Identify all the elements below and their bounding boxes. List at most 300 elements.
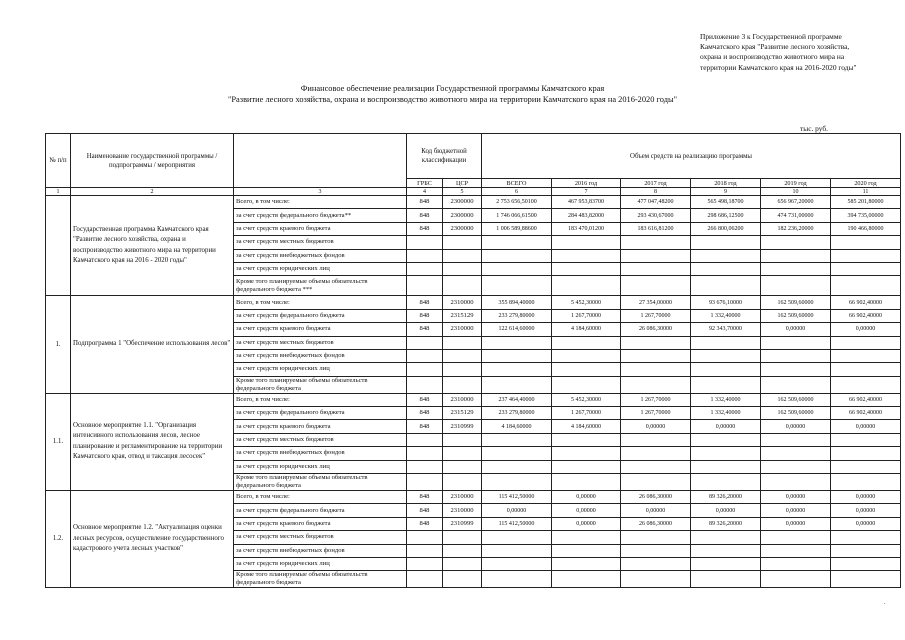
amount-cell: 26 086,30000 — [621, 491, 691, 504]
amount-cell — [691, 531, 761, 544]
amount-cell — [621, 349, 691, 362]
amount-cell — [831, 433, 901, 446]
amount-cell — [621, 447, 691, 460]
amount-cell: 92 343,70000 — [691, 323, 761, 336]
funding-source: за счет средств федерального бюджета — [234, 407, 407, 420]
amount-cell — [761, 262, 831, 275]
amount-cell: 0,00000 — [831, 323, 901, 336]
header-2018: 2018 год — [691, 179, 761, 188]
amount-cell — [761, 460, 831, 473]
amount-cell — [552, 557, 621, 570]
amount-cell: 233 279,80000 — [482, 407, 552, 420]
amount-cell — [552, 236, 621, 249]
amount-cell — [621, 276, 691, 296]
amount-cell — [831, 447, 901, 460]
amount-cell: 0,00000 — [831, 491, 901, 504]
column-number: 3 — [234, 188, 407, 196]
header-num: № п/п — [46, 134, 71, 188]
section-name: Подпрограмма 1 "Обеспечение использования лесов" — [71, 296, 234, 393]
funding-source: за счет средств краевого бюджета — [234, 420, 407, 433]
amount-cell — [621, 544, 691, 557]
csr-code: 2310000 — [443, 296, 482, 309]
amount-cell: 467 953,83700 — [552, 196, 621, 209]
funding-source: за счет средств юридических лиц — [234, 460, 407, 473]
amount-cell — [482, 474, 552, 491]
amount-cell — [761, 474, 831, 491]
csr-code — [443, 376, 482, 393]
csr-code: 2300000 — [443, 196, 482, 209]
funding-source: за счет средств юридических лиц — [234, 557, 407, 570]
funding-source: Кроме того планируемые объемы обязательств федерального бюджета — [234, 376, 407, 393]
grbs-code: 848 — [407, 491, 443, 504]
amount-cell: 89 326,20000 — [691, 517, 761, 530]
amount-cell — [831, 474, 901, 491]
csr-code — [443, 447, 482, 460]
grbs-code — [407, 571, 443, 588]
grbs-code: 848 — [407, 196, 443, 209]
amount-cell — [482, 447, 552, 460]
amount-cell — [482, 262, 552, 275]
amount-cell: 0,00000 — [552, 504, 621, 517]
amount-cell: 190 466,80000 — [831, 222, 901, 235]
amount-cell — [761, 376, 831, 393]
appendix-line: Приложение 3 к Государственной программе — [700, 32, 842, 41]
csr-code — [443, 236, 482, 249]
csr-code — [443, 531, 482, 544]
appendix-line: охрана и воспроизводство животного мира на — [700, 52, 845, 62]
grbs-code: 848 — [407, 296, 443, 309]
funding-source: за счет средств федерального бюджета — [234, 504, 407, 517]
csr-code — [443, 262, 482, 275]
amount-cell — [621, 571, 691, 588]
amount-cell — [761, 571, 831, 588]
amount-cell — [691, 249, 761, 262]
amount-cell: 1 746 066,61500 — [482, 209, 552, 222]
amount-cell: 162 509,60000 — [761, 407, 831, 420]
amount-cell — [552, 336, 621, 349]
amount-cell: 1 332,40000 — [691, 407, 761, 420]
grbs-code: 848 — [407, 517, 443, 530]
amount-cell — [552, 474, 621, 491]
amount-cell — [691, 376, 761, 393]
funding-source: за счет средств федерального бюджета — [234, 309, 407, 322]
header-name: Наименование государственной программы / подпрограммы / мероприятия — [71, 134, 234, 188]
amount-cell: 182 236,20000 — [761, 222, 831, 235]
table-row — [46, 393, 901, 406]
grbs-code — [407, 276, 443, 296]
amount-cell — [552, 433, 621, 446]
amount-cell: 89 326,20000 — [691, 491, 761, 504]
funding-source: за счет средств юридических лиц — [234, 363, 407, 376]
csr-code — [443, 460, 482, 473]
header-total: ВСЕГО — [482, 179, 552, 188]
amount-cell — [831, 557, 901, 570]
amount-cell — [761, 236, 831, 249]
appendix-note — [700, 32, 900, 73]
grbs-code: 848 — [407, 323, 443, 336]
funding-source: Всего, в том числе: — [234, 491, 407, 504]
funding-source: за счет средств местных бюджетов — [234, 336, 407, 349]
grbs-code: 848 — [407, 222, 443, 235]
header-2016: 2016 год — [552, 179, 621, 188]
csr-code: 2310000 — [443, 491, 482, 504]
amount-cell: 26 086,30000 — [621, 323, 691, 336]
amount-cell — [552, 571, 621, 588]
amount-cell: 298 686,12500 — [691, 209, 761, 222]
amount-cell — [691, 433, 761, 446]
amount-cell — [761, 249, 831, 262]
amount-cell: 5 452,30000 — [552, 393, 621, 406]
amount-cell: 162 509,60000 — [761, 393, 831, 406]
csr-code — [443, 249, 482, 262]
amount-cell: 1 267,70000 — [621, 309, 691, 322]
grbs-code — [407, 544, 443, 557]
csr-code — [443, 571, 482, 588]
amount-cell: 477 047,48200 — [621, 196, 691, 209]
amount-cell: 293 430,67000 — [621, 209, 691, 222]
amount-cell: 0,00000 — [831, 517, 901, 530]
amount-cell: 93 676,10000 — [691, 296, 761, 309]
amount-cell: 0,00000 — [761, 517, 831, 530]
amount-cell: 1 267,70000 — [621, 407, 691, 420]
amount-cell — [621, 433, 691, 446]
amount-cell — [761, 557, 831, 570]
amount-cell: 284 483,82000 — [552, 209, 621, 222]
section-name: Основное мероприятие 1.1. "Организация интенсивного использования лесов, лесное планирование и регламентирование на территории Камчатского края, отвод и таксация лесосек" — [71, 393, 234, 490]
amount-cell — [761, 433, 831, 446]
amount-cell: 1 267,70000 — [621, 393, 691, 406]
amount-cell — [761, 349, 831, 362]
csr-code: 2315129 — [443, 309, 482, 322]
amount-cell — [831, 571, 901, 588]
amount-cell: 5 452,30000 — [552, 296, 621, 309]
section-name: Основное мероприятие 1.2. "Актуализация оценки лесных ресурсов, осуществление государственного кадастрового учета лесных участков" — [71, 491, 234, 588]
amount-cell — [552, 447, 621, 460]
amount-cell — [761, 276, 831, 296]
funding-source: Кроме того планируемые объемы обязательств федерального бюджета — [234, 474, 407, 491]
amount-cell — [482, 571, 552, 588]
amount-cell: 183 616,81200 — [621, 222, 691, 235]
amount-cell — [691, 557, 761, 570]
grbs-code — [407, 447, 443, 460]
funding-source: за счет средств юридических лиц — [234, 262, 407, 275]
csr-code — [443, 336, 482, 349]
amount-cell — [691, 460, 761, 473]
amount-cell — [691, 447, 761, 460]
amount-cell — [482, 460, 552, 473]
amount-cell: 0,00000 — [621, 504, 691, 517]
section-name: Государственная программа Камчатского края "Развитие лесного хозяйства, охрана и воспроизводство животного мира на территории Камчатского края на 2016 - 2020 годы" — [71, 196, 234, 296]
amount-cell: 1 267,70000 — [552, 309, 621, 322]
amount-cell: 162 509,60000 — [761, 296, 831, 309]
amount-cell: 1 006 589,88600 — [482, 222, 552, 235]
page-mark: . — [884, 600, 886, 606]
funding-source: за счет средств внебюджетных фондов — [234, 447, 407, 460]
amount-cell — [552, 262, 621, 275]
amount-cell: 0,00000 — [761, 504, 831, 517]
amount-cell — [691, 544, 761, 557]
amount-cell: 0,00000 — [691, 504, 761, 517]
amount-cell — [831, 363, 901, 376]
funding-source: за счет средств местных бюджетов — [234, 236, 407, 249]
amount-cell: 0,00000 — [482, 504, 552, 517]
amount-cell — [552, 363, 621, 376]
amount-cell — [552, 349, 621, 362]
amount-cell: 474 731,00000 — [761, 209, 831, 222]
header-code: Код бюджетной классификации — [407, 134, 482, 179]
header-csr: ЦСР — [443, 179, 482, 188]
grbs-code — [407, 376, 443, 393]
amount-cell: 0,00000 — [831, 420, 901, 433]
csr-code — [443, 363, 482, 376]
column-number: 2 — [71, 188, 234, 196]
amount-cell: 0,00000 — [691, 420, 761, 433]
grbs-code — [407, 433, 443, 446]
amount-cell — [482, 433, 552, 446]
title-line: Финансовое обеспечение реализации Государственной программы Камчатского края — [300, 84, 605, 93]
amount-cell — [482, 336, 552, 349]
table-row — [46, 196, 901, 209]
csr-code: 2315129 — [443, 407, 482, 420]
amount-cell — [831, 276, 901, 296]
grbs-code — [407, 349, 443, 362]
amount-cell: 26 086,30000 — [621, 517, 691, 530]
amount-cell — [831, 336, 901, 349]
amount-cell — [761, 531, 831, 544]
amount-cell — [482, 376, 552, 393]
header-2020: 2020 год — [831, 179, 901, 188]
grbs-code: 848 — [407, 209, 443, 222]
amount-cell — [621, 474, 691, 491]
appendix-line: Камчатского края "Развитие лесного хозяйства, — [700, 42, 850, 52]
amount-cell — [482, 544, 552, 557]
amount-cell: 0,00000 — [621, 420, 691, 433]
amount-cell — [621, 460, 691, 473]
amount-cell: 122 614,60000 — [482, 323, 552, 336]
column-number: 8 — [621, 188, 691, 196]
funding-source: за счет средств краевого бюджета — [234, 222, 407, 235]
amount-cell — [552, 544, 621, 557]
funding-source: Кроме того планируемые объемы обязательств федерального бюджета — [234, 571, 407, 588]
amount-cell — [621, 531, 691, 544]
amount-cell: 4 184,60000 — [482, 420, 552, 433]
column-numbers-row — [46, 188, 901, 196]
section-number — [46, 196, 71, 296]
funding-source: Кроме того планируемые объемы обязательств федерального бюджета *** — [234, 276, 407, 296]
amount-cell: 4 184,60000 — [552, 323, 621, 336]
header-grbs: ГРБС — [407, 179, 443, 188]
amount-cell — [482, 531, 552, 544]
csr-code: 2300000 — [443, 209, 482, 222]
amount-cell — [831, 236, 901, 249]
amount-cell — [831, 376, 901, 393]
amount-cell: 183 470,01200 — [552, 222, 621, 235]
amount-cell — [621, 336, 691, 349]
csr-code: 2300000 — [443, 222, 482, 235]
amount-cell — [831, 262, 901, 275]
csr-code — [443, 557, 482, 570]
column-number: 11 — [831, 188, 901, 196]
amount-cell — [482, 236, 552, 249]
amount-cell: 1 267,70000 — [552, 407, 621, 420]
amount-cell: 394 735,00000 — [831, 209, 901, 222]
amount-cell — [621, 262, 691, 275]
funding-source: за счет средств внебюджетных фондов — [234, 249, 407, 262]
amount-cell — [761, 336, 831, 349]
amount-cell — [621, 249, 691, 262]
amount-cell: 66 902,40000 — [831, 393, 901, 406]
appendix-line: территории Камчатского края на 2016-2020 годы" — [700, 62, 857, 72]
grbs-code — [407, 236, 443, 249]
amount-cell — [691, 363, 761, 376]
section-number: 1.2. — [46, 491, 71, 588]
csr-code — [443, 544, 482, 557]
funding-source: за счет средств краевого бюджета — [234, 517, 407, 530]
amount-cell — [761, 544, 831, 557]
csr-code: 2310999 — [443, 420, 482, 433]
section-number: 1.1. — [46, 393, 71, 490]
amount-cell: 4 184,60000 — [552, 420, 621, 433]
amount-cell — [482, 557, 552, 570]
amount-cell: 585 201,80000 — [831, 196, 901, 209]
title-line: "Развитие лесного хозяйства, охрана и воспроизводство животного мира на территории Камчатского края на 2016-2020 годы" — [227, 94, 678, 104]
grbs-code — [407, 474, 443, 491]
grbs-code — [407, 262, 443, 275]
column-number: 7 — [552, 188, 621, 196]
grbs-code — [407, 336, 443, 349]
column-number: 1 — [46, 188, 71, 196]
grbs-code: 848 — [407, 393, 443, 406]
column-number: 6 — [482, 188, 552, 196]
funding-source: за счет средств федерального бюджета** — [234, 209, 407, 222]
amount-cell: 0,00000 — [552, 491, 621, 504]
amount-cell — [691, 262, 761, 275]
financing-table — [45, 133, 901, 588]
amount-cell — [691, 276, 761, 296]
amount-cell — [552, 531, 621, 544]
funding-source: за счет средств внебюджетных фондов — [234, 544, 407, 557]
amount-cell — [831, 249, 901, 262]
amount-cell: 656 967,20000 — [761, 196, 831, 209]
amount-cell: 0,00000 — [761, 420, 831, 433]
amount-cell — [831, 460, 901, 473]
amount-cell: 115 412,50000 — [482, 491, 552, 504]
grbs-code: 848 — [407, 309, 443, 322]
amount-cell: 266 800,06200 — [691, 222, 761, 235]
units-label: тыс. руб. — [800, 124, 828, 133]
amount-cell — [831, 531, 901, 544]
table-row — [46, 296, 901, 309]
amount-cell — [691, 474, 761, 491]
funding-source: за счет средств краевого бюджета — [234, 323, 407, 336]
grbs-code — [407, 460, 443, 473]
amount-cell — [552, 276, 621, 296]
amount-cell: 233 279,80000 — [482, 309, 552, 322]
amount-cell: 0,00000 — [831, 504, 901, 517]
header-volume: Объем средств на реализацию программы — [482, 134, 901, 179]
amount-cell: 1 332,40000 — [691, 393, 761, 406]
grbs-code: 848 — [407, 407, 443, 420]
amount-cell — [482, 276, 552, 296]
csr-code — [443, 433, 482, 446]
csr-code: 2310999 — [443, 517, 482, 530]
section-number: 1. — [46, 296, 71, 393]
amount-cell — [482, 363, 552, 376]
amount-cell — [552, 460, 621, 473]
funding-source: за счет средств внебюджетных фондов — [234, 349, 407, 362]
amount-cell — [761, 447, 831, 460]
header-2019: 2019 год — [761, 179, 831, 188]
amount-cell — [691, 336, 761, 349]
header-2017: 2017 год — [621, 179, 691, 188]
amount-cell — [761, 363, 831, 376]
header-source — [234, 134, 407, 188]
column-number: 10 — [761, 188, 831, 196]
csr-code — [443, 349, 482, 362]
grbs-code — [407, 363, 443, 376]
csr-code: 2310000 — [443, 323, 482, 336]
amount-cell — [831, 349, 901, 362]
amount-cell: 565 498,18700 — [691, 196, 761, 209]
amount-cell — [691, 236, 761, 249]
amount-cell — [691, 349, 761, 362]
funding-source: за счет средств местных бюджетов — [234, 531, 407, 544]
amount-cell: 2 753 656,50100 — [482, 196, 552, 209]
grbs-code — [407, 531, 443, 544]
grbs-code — [407, 557, 443, 570]
amount-cell — [552, 376, 621, 393]
table-row — [46, 491, 901, 504]
amount-cell: 66 902,40000 — [831, 407, 901, 420]
amount-cell — [552, 249, 621, 262]
funding-source: Всего, в том числе: — [234, 296, 407, 309]
funding-source: Всего, в том числе: — [234, 196, 407, 209]
amount-cell — [621, 557, 691, 570]
amount-cell — [831, 544, 901, 557]
column-number: 9 — [691, 188, 761, 196]
amount-cell — [621, 376, 691, 393]
csr-code — [443, 276, 482, 296]
amount-cell: 355 894,40000 — [482, 296, 552, 309]
funding-source: Всего, в том числе: — [234, 393, 407, 406]
amount-cell — [621, 236, 691, 249]
amount-cell — [691, 571, 761, 588]
amount-cell: 66 902,40000 — [831, 296, 901, 309]
csr-code — [443, 474, 482, 491]
amount-cell — [482, 249, 552, 262]
funding-source: за счет средств местных бюджетов — [234, 433, 407, 446]
grbs-code: 848 — [407, 504, 443, 517]
csr-code: 2310000 — [443, 504, 482, 517]
csr-code: 2310000 — [443, 393, 482, 406]
column-number: 4 — [407, 188, 443, 196]
amount-cell: 0,00000 — [552, 517, 621, 530]
grbs-code: 848 — [407, 420, 443, 433]
amount-cell: 0,00000 — [761, 491, 831, 504]
document-title — [0, 84, 905, 105]
grbs-code — [407, 249, 443, 262]
column-number: 5 — [443, 188, 482, 196]
amount-cell: 27 354,00000 — [621, 296, 691, 309]
amount-cell — [621, 363, 691, 376]
amount-cell — [482, 349, 552, 362]
amount-cell: 237 464,40000 — [482, 393, 552, 406]
amount-cell: 162 509,60000 — [761, 309, 831, 322]
amount-cell: 0,00000 — [761, 323, 831, 336]
amount-cell: 115 412,50000 — [482, 517, 552, 530]
amount-cell: 1 332,40000 — [691, 309, 761, 322]
amount-cell: 66 902,40000 — [831, 309, 901, 322]
